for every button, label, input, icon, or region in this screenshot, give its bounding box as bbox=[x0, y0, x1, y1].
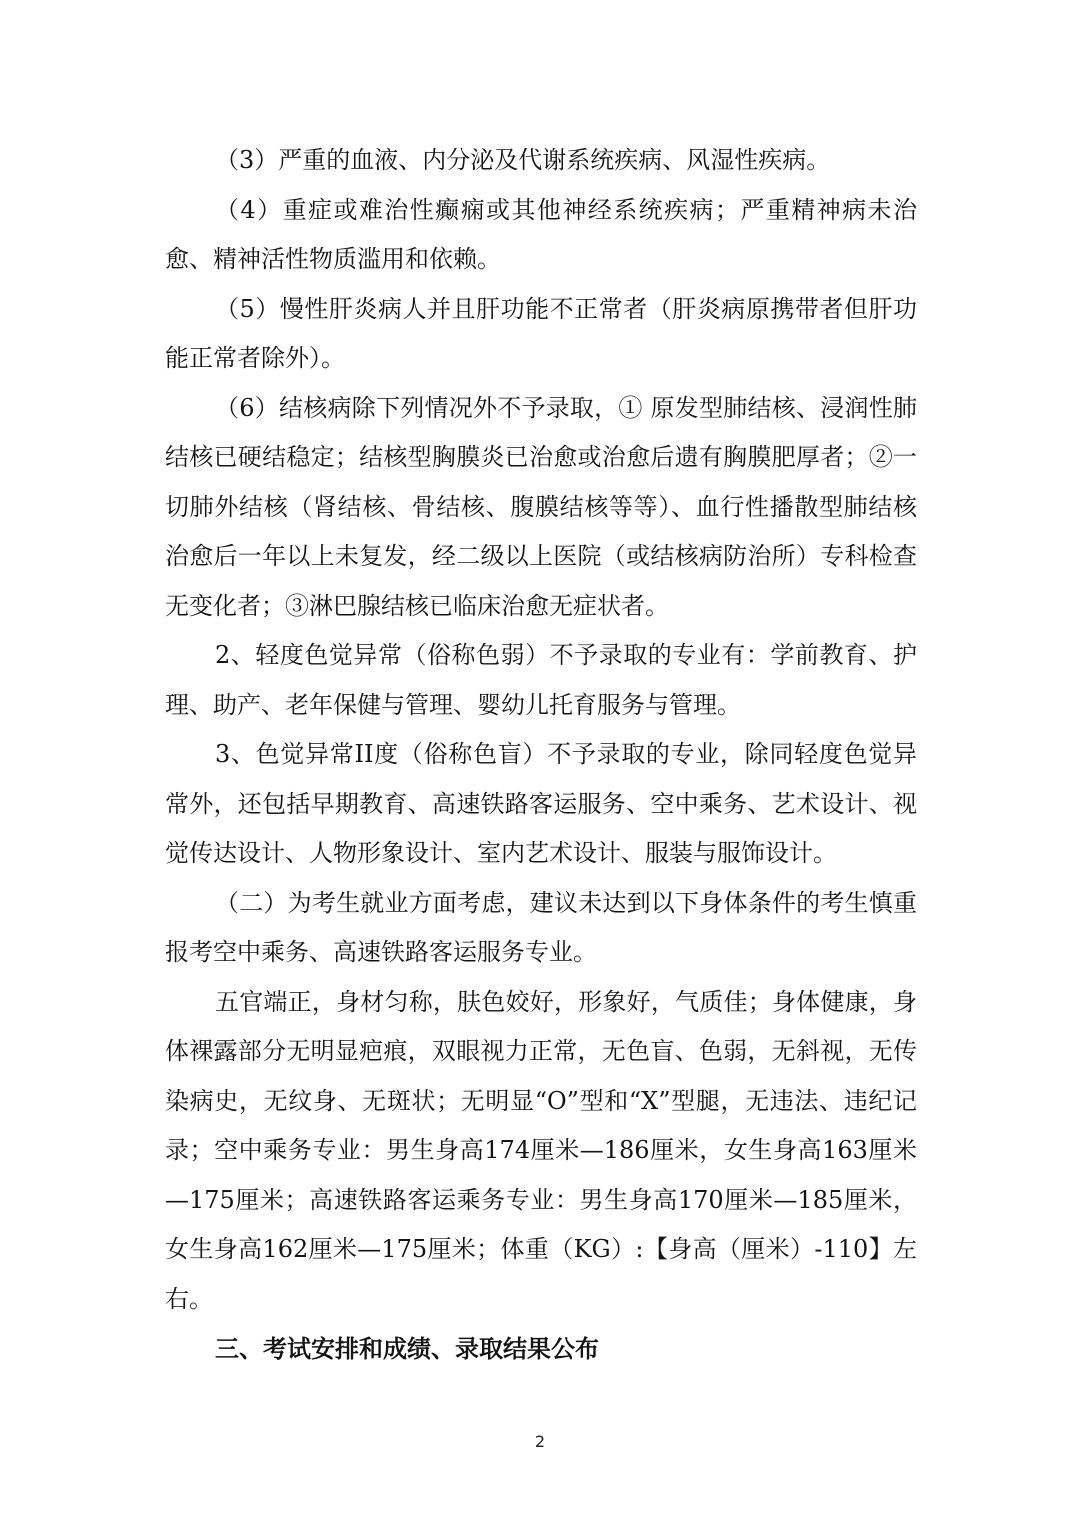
section-heading: 三、考试安排和成绩、录取结果公布 bbox=[215, 1334, 599, 1363]
paragraph-physical-requirements: 五官端正，身材匀称，肤色姣好，形象好，气质佳；身体健康，身体裸露部分无明显疤痕，双眼视力正常，无色盲、色弱，无斜视，无传染病史，无纹身、无斑状；无明显“O”型和“X”型腿，无违法、违纪记录；空中乘务专业：男生身高174厘米—186厘米，女生身高163厘米—175厘米；高速铁路客运乘务专业：男生身高170厘米—185厘米，女生身高162厘米—175厘米；体重（KG）:【身高（厘米）-110】左右。 bbox=[165, 987, 917, 1313]
paragraph-item-6: （6）结核病除下列情况外不予录取，① 原发型肺结核、浸润性肺结核已硬结稳定；结核型胸膜炎已治愈或治愈后遗有胸膜肥厚者；②一切肺外结核（肾结核、骨结核、腹膜结核等等）、血行性播散型肺结核治愈后一年以上未复发，经二级以上医院（或结核病防治所）专科检查无变化者；③淋巴腺结核已临床治愈无症状者。 bbox=[165, 393, 917, 620]
paragraph-item-5: （5）慢性肝炎病人并且肝功能不正常者（肝炎病原携带者但肝功能正常者除外）。 bbox=[165, 294, 917, 372]
paragraph-color-blindness: 3、色觉异常II度（俗称色盲）不予录取的专业，除同轻度色觉异常外，还包括早期教育、高速铁路客运服务、空中乘务、艺术设计、视觉传达设计、人物形象设计、室内艺术设计、服装与服饰设计。 bbox=[165, 740, 917, 867]
paragraph-section-two: （二）为考生就业方面考虑，建议未达到以下身体条件的考生慎重报考空中乘务、高速铁路客运服务专业。 bbox=[165, 888, 917, 966]
paragraph-item-4: （4）重症或难治性癫痫或其他神经系统疾病；严重精神病未治愈、精神活性物质滥用和依赖。 bbox=[165, 195, 917, 273]
page-number: 2 bbox=[534, 1432, 546, 1451]
paragraph-item-3: （3）严重的血液、内分泌及代谢系统疾病、风湿性疾病。 bbox=[215, 146, 831, 174]
document-body bbox=[165, 136, 917, 1374]
paragraph-color-weakness: 2、轻度色觉异常（俗称色弱）不予录取的专业有：学前教育、护理、助产、老年保健与管理、婴幼儿托育服务与管理。 bbox=[165, 641, 917, 719]
